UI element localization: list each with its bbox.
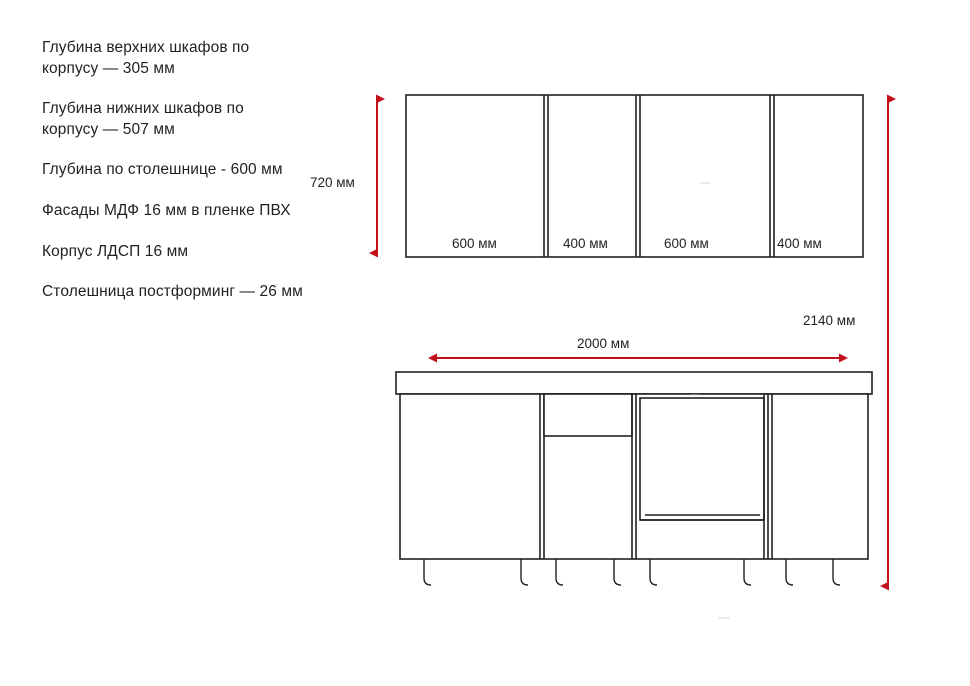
appliance-niche bbox=[640, 398, 764, 520]
spec-worktop-depth: Глубина по столешнице - 600 мм bbox=[42, 161, 283, 179]
cabinet-legs-group bbox=[424, 559, 840, 585]
spec-carcass: Корпус ЛДСП 16 мм bbox=[42, 242, 189, 260]
worktop-group bbox=[396, 372, 872, 394]
leg-3 bbox=[556, 559, 563, 585]
spec-lower-depth: Глубина нижних шкафов по корпусу — 507 мм bbox=[42, 100, 244, 138]
lower-drawer-front bbox=[544, 394, 632, 436]
upper-cabinet-4-width-label: 400 мм bbox=[777, 236, 822, 251]
lower-cabinets-group bbox=[400, 394, 868, 559]
dimension-label-2000: 2000 мм bbox=[577, 336, 630, 351]
worktop-slab bbox=[396, 372, 872, 394]
spec-worktop: Столешница постформинг — 26 мм bbox=[42, 283, 303, 301]
leg-7 bbox=[786, 559, 793, 585]
leg-2 bbox=[521, 559, 528, 585]
leg-1 bbox=[424, 559, 431, 585]
leg-6 bbox=[744, 559, 751, 585]
leg-8 bbox=[833, 559, 840, 585]
dimension-label-720: 720 мм bbox=[310, 175, 355, 190]
upper-cabinet-3-width-label: 600 мм bbox=[664, 236, 709, 251]
spec-facades: Фасады МДФ 16 мм в пленке ПВХ bbox=[42, 202, 291, 220]
upper-cabinet-2-width-label: 400 мм bbox=[563, 236, 608, 251]
lower-cabinets-outline bbox=[400, 394, 868, 559]
specification-list bbox=[42, 38, 304, 303]
leg-4 bbox=[614, 559, 621, 585]
upper-cabinets-group bbox=[406, 95, 863, 257]
leg-5 bbox=[650, 559, 657, 585]
spec-upper-depth: Глубина верхних шкафов по корпусу — 305 мм bbox=[42, 39, 250, 77]
upper-cabinet-1-width-label: 600 мм bbox=[452, 236, 497, 251]
upper-cabinets-outline bbox=[406, 95, 863, 257]
dimension-label-2140: 2140 мм bbox=[803, 313, 856, 328]
